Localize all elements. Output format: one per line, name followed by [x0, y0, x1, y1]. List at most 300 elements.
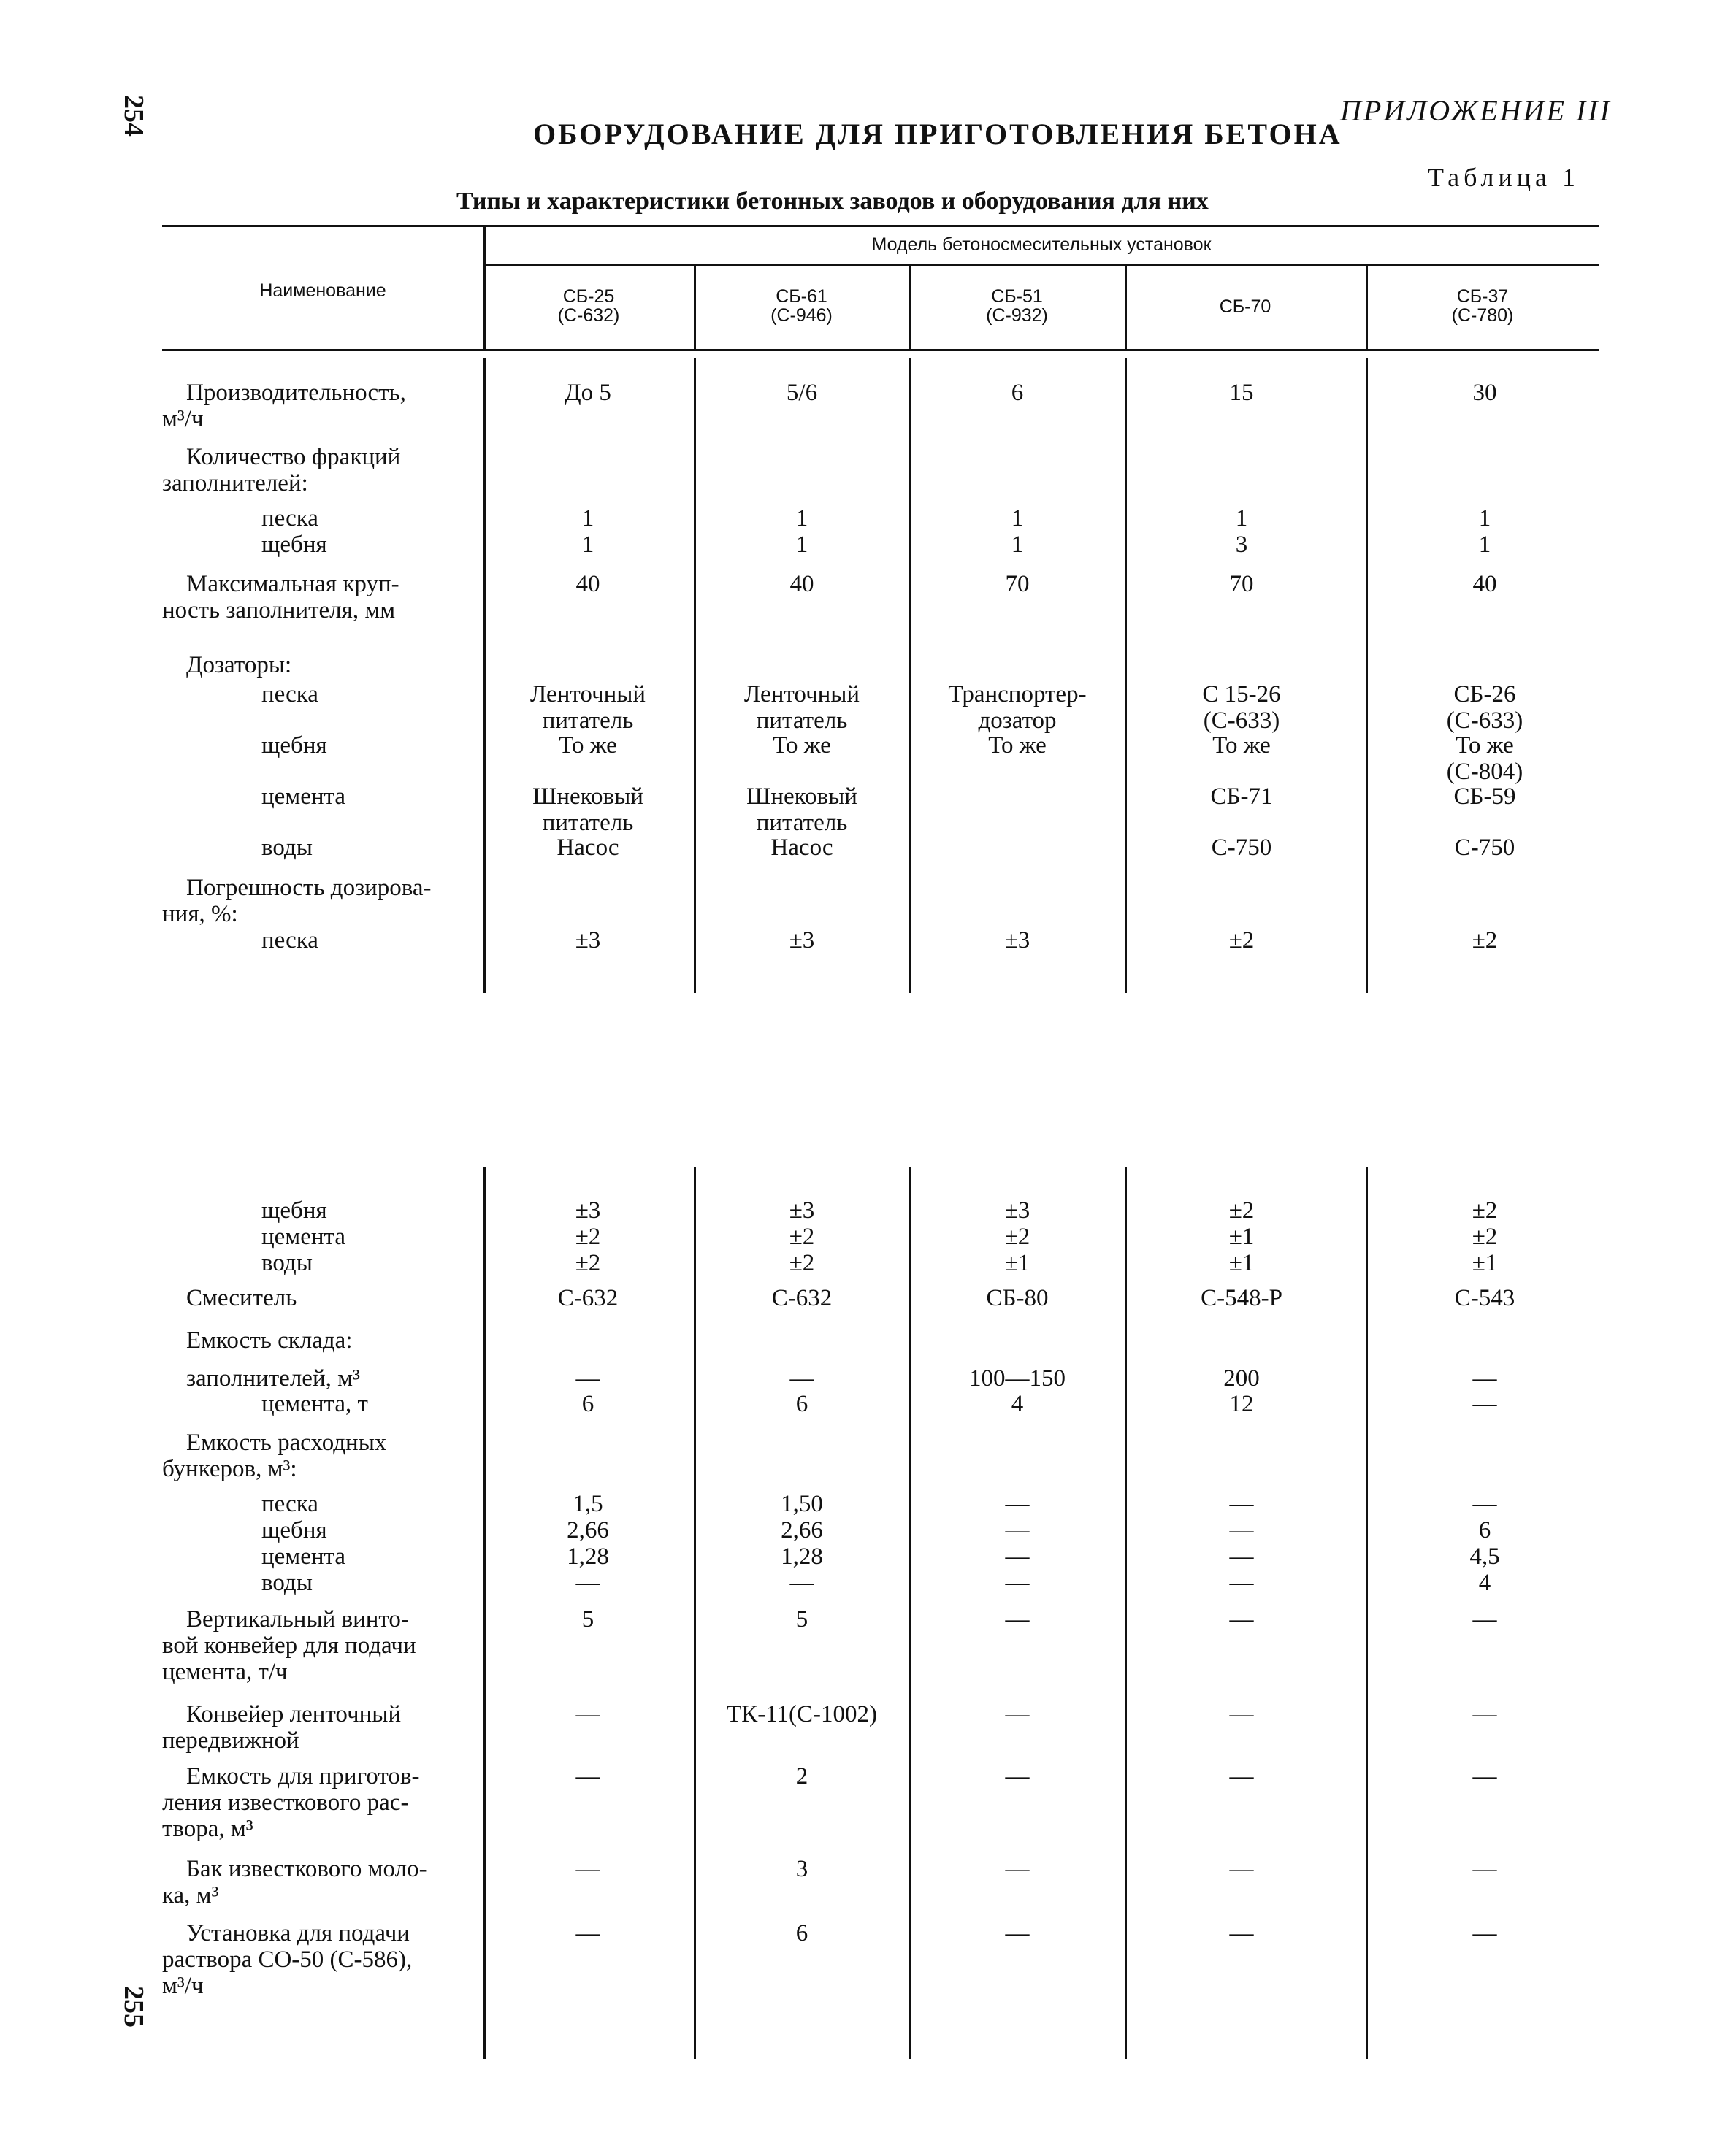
cell-line: 200: [1223, 1365, 1260, 1392]
cell-line: ±3: [1004, 927, 1030, 954]
table-cell: [746, 783, 857, 836]
header-divider: [1366, 265, 1368, 349]
cell-line: 40: [575, 571, 600, 597]
table-cell: [1230, 571, 1254, 597]
row-label: [261, 1391, 368, 1417]
cell-line: —: [1005, 1570, 1030, 1596]
cell-line: С-632: [557, 1285, 619, 1311]
row-label: [162, 444, 469, 496]
table-cell: [796, 505, 808, 558]
row-label: [162, 1430, 469, 1482]
header-model-line: СБ-70: [1219, 296, 1271, 317]
cell-line: Насос: [770, 835, 833, 861]
cell-line: ±2: [1004, 1224, 1030, 1250]
cell-line: —: [1472, 1491, 1497, 1517]
cell-line: С-632: [771, 1285, 833, 1311]
cell-line: —: [1472, 1391, 1497, 1417]
table-subtitle: Типы и характеристики бетонных заводов и оборудования для них: [456, 188, 1209, 215]
table-cell: [1230, 380, 1254, 406]
table-cell: [773, 732, 830, 759]
cell-line: ±1: [1472, 1250, 1498, 1276]
row-label-line: щебня: [261, 732, 327, 759]
cell-line: —: [1229, 1543, 1254, 1570]
row-label-line: заполнителей:: [162, 470, 308, 496]
column-divider: [694, 358, 696, 993]
table-cell: [772, 1285, 833, 1311]
cell-line: дозатор: [978, 707, 1057, 734]
cell-line: —: [1472, 1701, 1497, 1727]
row-label-line: воды: [261, 1250, 313, 1276]
cell-line: 1,28: [781, 1543, 823, 1570]
row-label-line: цемента: [261, 783, 345, 810]
row-label-line: м³/ч: [162, 406, 204, 432]
table-cell: [576, 1763, 600, 1789]
cell-line: питатель: [542, 810, 634, 836]
table-cell: [1201, 1285, 1282, 1311]
row-label-line: передвижной: [162, 1727, 299, 1754]
row-label-line: ность заполнителя, мм: [162, 597, 396, 624]
table-cell: [1472, 927, 1498, 954]
cell-line: 1: [581, 505, 594, 532]
header-model-4: [1125, 297, 1366, 316]
cell-line: —: [575, 1570, 600, 1596]
cell-line: 4,5: [1469, 1543, 1500, 1570]
header-model-5: [1366, 287, 1599, 325]
cell-line: 4: [1011, 1391, 1024, 1417]
cell-line: Шнековый: [532, 783, 643, 810]
row-label-line: цемента: [261, 1543, 345, 1570]
cell-line: питатель: [756, 707, 848, 734]
cell-line: 2,66: [567, 1517, 609, 1543]
row-label: [162, 1763, 469, 1842]
table-cell: [1005, 927, 1030, 954]
cell-line: 30: [1472, 380, 1497, 406]
table-cell: [576, 1701, 600, 1727]
cell-line: ±2: [789, 1224, 815, 1250]
cell-line: СБ-59: [1453, 783, 1516, 810]
cell-line: ±2: [575, 1224, 601, 1250]
table-cell: [744, 681, 860, 734]
header-bottom-rule: [162, 349, 1599, 351]
cell-line: 1: [795, 532, 808, 558]
cell-line: 2: [795, 1763, 808, 1789]
cell-line: 3: [795, 1856, 808, 1882]
header-divider: [1125, 265, 1127, 349]
row-label-line: щебня: [261, 1197, 327, 1224]
table-cell: [1006, 1606, 1030, 1633]
table-cell: [1202, 681, 1280, 734]
table-cell: [576, 571, 600, 597]
table-cell: [1473, 571, 1497, 597]
cell-line: ±1: [1228, 1224, 1255, 1250]
cell-line: —: [1472, 1920, 1497, 1946]
row-label-line: Смеситель: [186, 1285, 297, 1311]
table-cell: [770, 835, 833, 861]
cell-line: 70: [1005, 571, 1030, 597]
cell-line: ±2: [1472, 1197, 1498, 1224]
row-label-line: ка, м³: [162, 1882, 219, 1908]
column-divider: [1366, 358, 1368, 993]
header-model-line: (С-946): [770, 305, 833, 326]
row-label-line: цемента: [261, 1224, 345, 1250]
table-cell: [1454, 783, 1516, 810]
table-cell: [790, 571, 814, 597]
cell-line: То же: [988, 732, 1047, 759]
cell-line: ±2: [1228, 1197, 1255, 1224]
cell-line: 6: [1011, 380, 1024, 406]
cell-line: С-543: [1454, 1285, 1515, 1311]
cell-line: —: [575, 1701, 600, 1727]
cell-line: —: [789, 1570, 814, 1596]
table-cell: [790, 1365, 814, 1392]
cell-line: До 5: [565, 380, 611, 406]
row-label: [162, 1606, 469, 1685]
row-label-line: песка: [261, 927, 318, 954]
table-cell: [1223, 1365, 1260, 1392]
table-cell: [1230, 1606, 1254, 1633]
cell-line: ±2: [789, 1250, 815, 1276]
table-cell: [988, 732, 1046, 759]
header-divider: [694, 265, 696, 349]
table-cell: [575, 927, 601, 954]
header-name-column: Наименование: [259, 280, 386, 301]
row-label: [261, 1491, 345, 1596]
cell-line: Ленточный: [743, 681, 860, 707]
table-cell: [1455, 835, 1515, 861]
cell-line: С 15-26: [1202, 681, 1281, 707]
column-divider: [909, 358, 911, 993]
cell-line: —: [1229, 1570, 1254, 1596]
table-cell: [1212, 835, 1272, 861]
cell-line: —: [1005, 1856, 1030, 1882]
header-model-line: СБ-25: [562, 286, 615, 307]
row-label: [261, 1197, 345, 1276]
table-cell: [1006, 1491, 1030, 1596]
row-label-line: воды: [261, 835, 313, 861]
cell-line: 5: [581, 1606, 594, 1633]
header-model-1: [483, 287, 694, 325]
page-number-top: 254: [118, 95, 149, 137]
table-cell: [1011, 380, 1024, 406]
table-cell: [1230, 1856, 1254, 1882]
table-cell: [1006, 1701, 1030, 1727]
row-label-line: воды: [261, 1570, 313, 1596]
table-cell: [1469, 1491, 1499, 1596]
row-label-line: песка: [261, 505, 318, 532]
table-top-rule: [162, 225, 1599, 227]
row-label-line: м³/ч: [162, 1973, 204, 1999]
cell-line: 1: [1478, 505, 1491, 532]
header-model-group: Модель бетоносмесительных установок: [871, 234, 1212, 255]
row-label-line: Установка для подачи: [186, 1920, 410, 1946]
row-label-line: щебня: [261, 1517, 327, 1543]
row-label-line: Погрешность дозирова-: [186, 875, 432, 901]
table-cell: [1473, 380, 1497, 406]
cell-line: —: [1229, 1491, 1254, 1517]
row-label-line: песка: [261, 681, 318, 707]
header-model-line: СБ-51: [991, 286, 1043, 307]
cell-line: Насос: [556, 835, 619, 861]
cell-line: 2,66: [781, 1517, 823, 1543]
table-cell: [1011, 505, 1024, 558]
row-label: [186, 1327, 353, 1354]
cell-line: СБ-80: [986, 1285, 1049, 1311]
table-number: Таблица 1: [1428, 163, 1580, 192]
table-cell: [1229, 1197, 1255, 1276]
cell-line: 40: [789, 571, 814, 597]
row-label-line: вой конвейер для подачи: [162, 1633, 416, 1659]
cell-line: СБ-26: [1453, 681, 1516, 707]
header-model-line: СБ-37: [1456, 286, 1509, 307]
table-cell: [556, 835, 619, 861]
row-label: [162, 380, 469, 432]
table-cell: [567, 1491, 609, 1596]
table-cell: [1011, 1391, 1024, 1417]
row-label: [162, 1920, 469, 1999]
cell-line: —: [1229, 1606, 1254, 1633]
cell-line: ±1: [1228, 1250, 1255, 1276]
cell-line: 100—150: [969, 1365, 1066, 1392]
header-divider: [909, 265, 911, 349]
row-label-line: ления известкового рас-: [162, 1789, 409, 1816]
cell-line: ±2: [1228, 927, 1255, 954]
cell-line: —: [575, 1763, 600, 1789]
table-cell: [1230, 1701, 1254, 1727]
cell-line: 5/6: [786, 380, 818, 406]
table-cell: [796, 1856, 808, 1882]
cell-line: —: [1005, 1701, 1030, 1727]
cell-line: 40: [1472, 571, 1497, 597]
cell-line: —: [1229, 1763, 1254, 1789]
cell-line: Шнековый: [746, 783, 857, 810]
cell-line: Транспортер-: [948, 681, 1087, 707]
cell-line: ±2: [1472, 927, 1498, 954]
row-label-line: Максимальная круп-: [186, 571, 399, 597]
cell-line: 1: [795, 505, 808, 532]
page-number-bottom: 255: [118, 1986, 149, 2028]
cell-line: —: [1005, 1491, 1030, 1517]
cell-line: То же: [559, 732, 617, 759]
cell-line: —: [1229, 1920, 1254, 1946]
cell-line: 4: [1478, 1570, 1491, 1596]
table-cell: [559, 732, 616, 759]
table-cell: [565, 380, 611, 406]
column-divider: [483, 1167, 486, 2059]
row-label-line: Емкость расходных: [186, 1430, 387, 1456]
row-label: [261, 927, 318, 954]
cell-line: 1: [1011, 532, 1024, 558]
page-title: ОБОРУДОВАНИЕ ДЛЯ ПРИГОТОВЛЕНИЯ БЕТОНА: [533, 118, 1342, 150]
cell-line: 12: [1229, 1391, 1254, 1417]
row-label: [186, 1365, 360, 1392]
table-cell: [1479, 505, 1491, 558]
cell-line: То же: [1456, 732, 1514, 759]
row-label-line: заполнителей, м³: [186, 1365, 360, 1392]
cell-line: —: [1005, 1543, 1030, 1570]
table-cell: [796, 1391, 808, 1417]
cell-line: (С-804): [1446, 759, 1523, 785]
column-divider: [483, 358, 486, 993]
table-cell: [575, 1197, 601, 1276]
cell-line: ±3: [789, 927, 815, 954]
cell-line: 15: [1229, 380, 1254, 406]
column-divider: [1125, 1167, 1127, 2059]
column-divider: [1125, 358, 1127, 993]
cell-line: 3: [1235, 532, 1248, 558]
cell-line: —: [1005, 1606, 1030, 1633]
cell-line: ±3: [789, 1197, 815, 1224]
table-cell: [1473, 1701, 1497, 1727]
table-cell: [1006, 571, 1030, 597]
table-cell: [1230, 1391, 1254, 1417]
cell-line: ±2: [575, 1250, 601, 1276]
table-cell: [1447, 732, 1523, 785]
table-cell: [576, 1365, 600, 1392]
cell-line: 6: [795, 1391, 808, 1417]
table-cell: [789, 1197, 815, 1276]
cell-line: —: [575, 1856, 600, 1882]
row-label-line: песка: [261, 1491, 318, 1517]
row-label: [261, 732, 327, 759]
header-model-line: (С-632): [557, 305, 620, 326]
table-cell: [1473, 1856, 1497, 1882]
row-label-line: цемента, т: [261, 1391, 368, 1417]
cell-line: ±1: [1004, 1250, 1030, 1276]
cell-line: 1: [1235, 505, 1248, 532]
row-label: [261, 681, 318, 707]
cell-line: 70: [1229, 571, 1254, 597]
row-label-line: твора, м³: [162, 1816, 253, 1842]
table-cell: [1473, 1365, 1497, 1392]
table-cell: [558, 1285, 619, 1311]
header-group-rule: [483, 264, 1599, 266]
cell-line: —: [789, 1365, 814, 1392]
cell-line: —: [1472, 1763, 1497, 1789]
table-cell: [1455, 1285, 1515, 1311]
cell-line: 6: [1478, 1517, 1491, 1543]
table-cell: [1006, 1763, 1030, 1789]
row-label-line: бункеров, м³:: [162, 1456, 297, 1482]
table-cell: [582, 1606, 594, 1633]
row-label: [261, 505, 327, 558]
cell-line: —: [1005, 1763, 1030, 1789]
cell-line: 1,50: [781, 1491, 823, 1517]
row-label-line: Бак известкового моло-: [186, 1856, 427, 1882]
header-model-line: (С-932): [986, 305, 1048, 326]
row-label: [162, 1701, 469, 1754]
row-label-line: Емкость склада:: [186, 1327, 353, 1354]
column-divider: [694, 1167, 696, 2059]
column-divider: [909, 1167, 911, 2059]
table-cell: [1229, 927, 1255, 954]
table-cell: [1230, 1763, 1254, 1789]
cell-line: ±2: [1472, 1224, 1498, 1250]
table-cell: [1211, 783, 1273, 810]
table-cell: [582, 1391, 594, 1417]
cell-line: (С-633): [1203, 707, 1280, 734]
cell-line: —: [1005, 1920, 1030, 1946]
table-cell: [1005, 1197, 1030, 1276]
table-cell: [1230, 1491, 1254, 1596]
row-label-line: Дозаторы:: [186, 652, 292, 678]
row-label: [261, 835, 313, 861]
table-cell: [1006, 1920, 1030, 1946]
row-label: [186, 1285, 297, 1311]
cell-line: ТК-11(С-1002): [727, 1701, 877, 1727]
cell-line: питатель: [756, 810, 848, 836]
row-label-line: Вертикальный винто-: [186, 1606, 409, 1633]
row-label-line: Емкость для приготов-: [186, 1763, 420, 1789]
cell-line: 1,28: [567, 1543, 609, 1570]
cell-line: С-548-Р: [1201, 1285, 1282, 1311]
header-model-line: СБ-61: [776, 286, 827, 307]
cell-line: 5: [795, 1606, 808, 1633]
table-cell: [1236, 505, 1248, 558]
cell-line: —: [575, 1365, 600, 1392]
row-label: [186, 652, 291, 678]
row-label: [162, 1856, 469, 1908]
table-cell: [781, 1491, 823, 1596]
table-cell: [727, 1701, 877, 1727]
cell-line: —: [575, 1920, 600, 1946]
table-cell: [948, 681, 1086, 734]
row-label: [261, 783, 345, 810]
cell-line: С-750: [1211, 835, 1272, 861]
table-cell: [532, 783, 643, 836]
table-cell: [576, 1856, 600, 1882]
table-cell: [1447, 681, 1523, 734]
cell-line: —: [1229, 1517, 1254, 1543]
cell-line: 6: [795, 1920, 808, 1946]
row-label-line: щебня: [261, 532, 327, 558]
cell-line: (С-633): [1446, 707, 1523, 734]
table-cell: [1230, 1920, 1254, 1946]
table-cell: [796, 1920, 808, 1946]
table-cell: [969, 1365, 1066, 1392]
cell-line: —: [1005, 1517, 1030, 1543]
row-label-line: Производительность,: [186, 380, 406, 406]
column-divider: [1366, 1167, 1368, 2059]
table-cell: [582, 505, 594, 558]
table-cell: [987, 1285, 1049, 1311]
table-cell: [1473, 1606, 1497, 1633]
header-name-divider: [483, 226, 486, 349]
table-cell: [787, 380, 817, 406]
table-cell: [796, 1606, 808, 1633]
header-model-2: [694, 287, 909, 325]
table-cell: [1473, 1763, 1497, 1789]
header-model-3: [909, 287, 1125, 325]
row-label: [162, 875, 469, 927]
table-cell: [796, 1763, 808, 1789]
table-cell: [576, 1920, 600, 1946]
cell-line: —: [1472, 1856, 1497, 1882]
table-cell: [789, 927, 815, 954]
cell-line: ±3: [1004, 1197, 1030, 1224]
header-model-line: (С-780): [1451, 305, 1514, 326]
appendix-label: ПРИЛОЖЕНИЕ III: [1340, 94, 1612, 127]
table-cell: [1473, 1391, 1497, 1417]
cell-line: 1: [1478, 532, 1491, 558]
cell-line: —: [1472, 1606, 1497, 1633]
cell-line: СБ-71: [1210, 783, 1273, 810]
cell-line: С-750: [1454, 835, 1515, 861]
cell-line: Ленточный: [529, 681, 646, 707]
cell-line: —: [1229, 1701, 1254, 1727]
cell-line: ±3: [575, 927, 601, 954]
cell-line: То же: [773, 732, 831, 759]
row-label-line: Конвейер ленточный: [186, 1701, 402, 1727]
